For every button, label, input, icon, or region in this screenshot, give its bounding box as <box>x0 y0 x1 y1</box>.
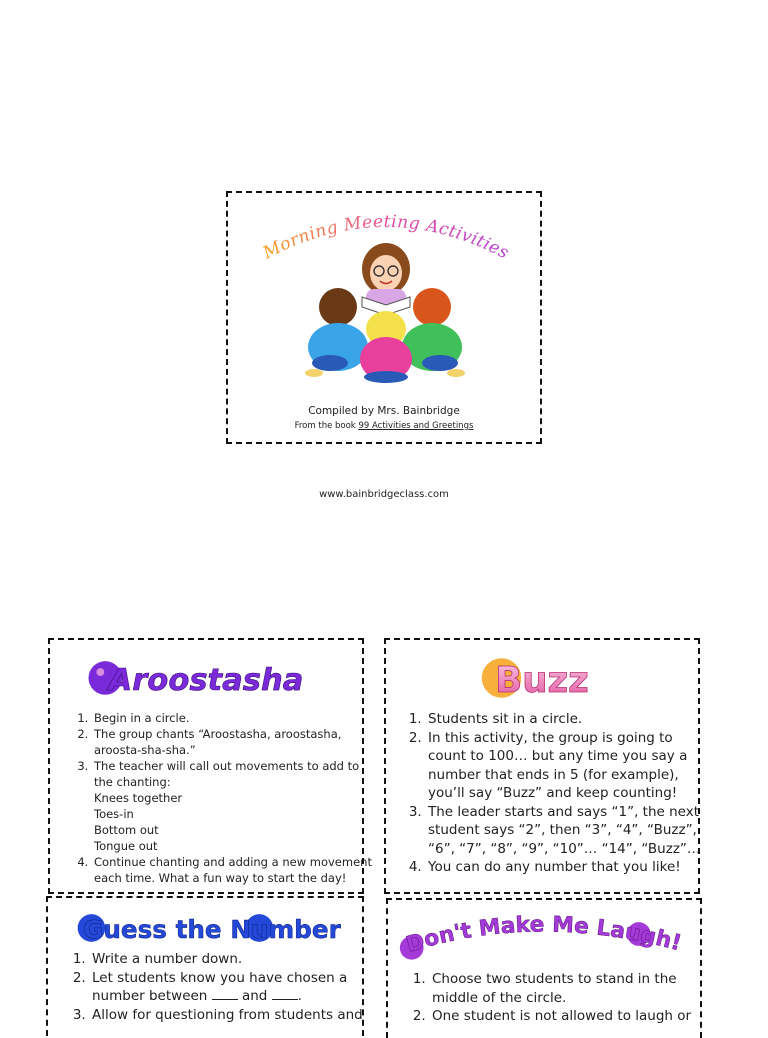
svg-text:Guess the Number: Guess the Number <box>83 914 341 944</box>
buzz-steps <box>408 710 708 877</box>
buzz-card <box>384 638 700 894</box>
step-text: and <box>237 988 272 1004</box>
teacher-reading-to-children-illustration <box>300 235 470 385</box>
list-item: 4. You can do any number that you like! <box>426 858 708 877</box>
step-text: . <box>297 988 302 1004</box>
list-item: 1. Write a number down. <box>90 950 374 969</box>
list-item <box>92 758 372 854</box>
list-item: 3. The leader starts and says “1”, the next student says “2”, then “3”, “4”, “Buzz”, “6”, “7”, “8”, “9”, “10”… “14”, “Buzz”… <box>426 803 708 859</box>
list-item: 1. Choose two students to stand in the middle of the circle. <box>430 970 712 1007</box>
blank-line <box>212 989 238 1000</box>
dont-make-me-laugh-card <box>386 898 702 1038</box>
movement-item: Bottom out <box>94 823 159 837</box>
movement-item: Knees together <box>94 791 183 805</box>
svg-text:Aroostasha: Aroostasha <box>108 662 304 698</box>
movement-item: Toes-in <box>94 807 134 821</box>
guess-the-number-steps <box>72 950 374 1024</box>
svg-text:Don't Make Me Laugh!: Don't Make Me Laugh! <box>403 912 684 958</box>
list-item: 4. Continue chanting and adding a new movement each time. What a fun way to start the day! <box>92 854 372 886</box>
list-item: 2. One student is not allowed to laugh or <box>430 1007 712 1026</box>
step-text: The teacher will call out movements to add to the chanting: <box>94 759 360 789</box>
buzz-title <box>386 640 698 710</box>
list-item: 1. Students sit in a circle. <box>426 710 708 729</box>
aroostasha-card <box>48 638 372 894</box>
list-item <box>90 969 374 1006</box>
source-prefix: From the book <box>294 421 359 431</box>
list-item: 2. The group chants “Aroostasha, aroostasha, aroosta-sha-sha.” <box>92 726 372 758</box>
svg-text:Buzz: Buzz <box>495 659 589 701</box>
step-text: Let students know you have chosen a number between <box>92 969 348 1004</box>
blank-line <box>272 989 298 1000</box>
movement-item: Tongue out <box>94 839 158 853</box>
aroostasha-steps <box>74 710 372 886</box>
source-book-title: 99 Activities and Greetings <box>358 421 474 431</box>
list-item: 1. Begin in a circle. <box>92 710 372 726</box>
list-item: 2. In this activity, the group is going to count to 100… but any time you say a number that ends in 5 (for example), you’ll say “Buzz” and keep counting! <box>426 729 708 803</box>
dont-make-me-laugh-steps <box>412 970 712 1026</box>
list-item: 3. Allow for questioning from students and <box>90 1006 374 1025</box>
compiled-by-text: Compiled by Mrs. Bainbridge <box>308 405 460 417</box>
website-url: www.bainbridgeclass.com <box>319 489 449 500</box>
dont-make-me-laugh-title <box>388 900 700 970</box>
source-book-text <box>228 421 540 431</box>
cover-card <box>226 191 542 444</box>
svg-text:Morning Meeting Activities: Morning Meeting Activities <box>259 211 513 264</box>
guess-the-number-title <box>48 898 362 958</box>
aroostasha-title <box>50 640 362 710</box>
guess-the-number-card <box>46 896 364 1036</box>
